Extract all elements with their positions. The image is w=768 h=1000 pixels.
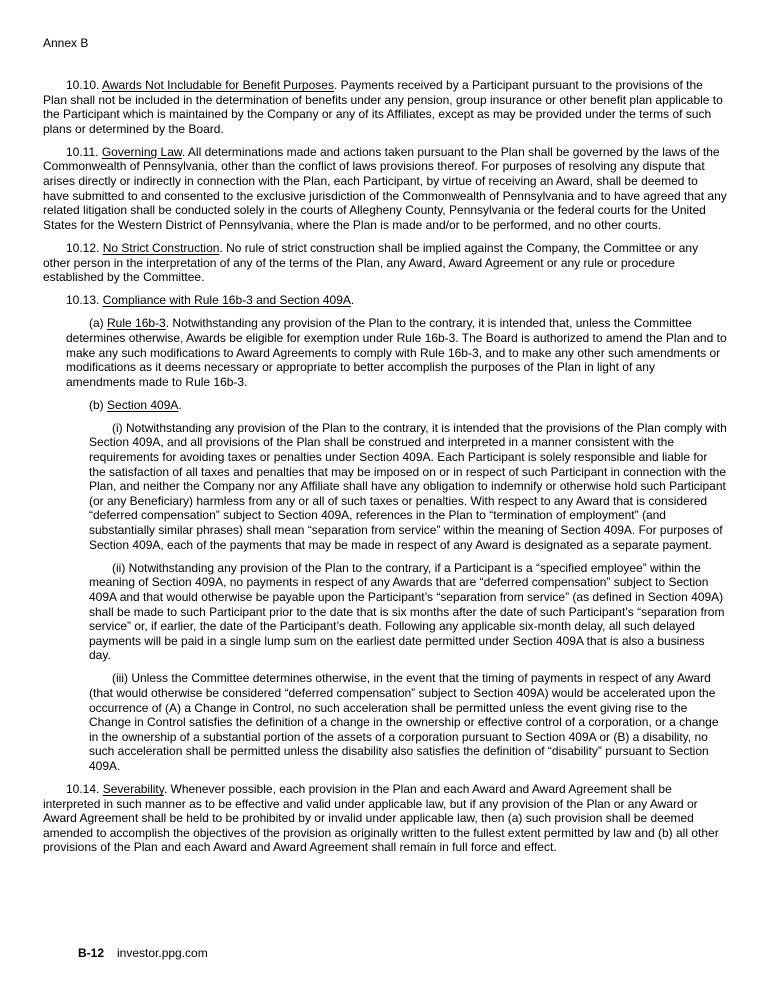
section-body: . No rule of strict construction shall be implied against the Company, the Committee or any other person in the interpretation of any of the terms of the Plan, any Award, Award Agreement or any rule or procedure established by the Committee.	[43, 240, 699, 285]
section-number: 10.10.	[66, 78, 100, 92]
footer-page-number: B-12	[78, 946, 105, 960]
section-body: .	[178, 397, 182, 412]
section-number: 10.11.	[66, 144, 99, 159]
section-paragraph	[66, 398, 727, 413]
section-number: (b)	[89, 397, 104, 412]
section-heading: Compliance with Rule 16b-3 and Section 409A	[102, 293, 351, 308]
annex-label: Annex B	[43, 36, 89, 50]
section-heading: Severability	[102, 782, 164, 797]
section-paragraph	[43, 78, 727, 136]
section-number: (i)	[112, 420, 123, 435]
section-body: Notwithstanding any provision of the Plan to the contrary, if a Participant is a “specified employee” within the meaning of Section 409A, no payments in respect of any Awards that are “deferred compensation” subject to Section 409A and that would otherwise be payable upon the Participant’s “separation from service” (as defined in Section 409A) shall be made to such Participant prior to the date that is six months after the date of such Participant’s “separation from service” or, if earlier, the date of the Participant’s death. Following any applicable six-month delay, all such delayed payments will be paid in a single lump sum on the earliest date permitted under Section 409A that is also a business day.	[89, 560, 725, 663]
section-body: .	[350, 293, 355, 308]
section-paragraph	[89, 561, 727, 663]
section-body: . Notwithstanding any provision of the Plan to the contrary, it is intended that, unless the Committee determines otherwise, Awards be eligible for exemption under Rule 16b-3. The Board is authorized to amend the Plan and to make any such modifications to Award Agreements to comply with Rule 16b-3, and to make any other such amendments or modifications as it deems necessary or appropriate to better accomplish the purposes of the Plan in light of any amendments made to Rule 16b-3.	[66, 316, 727, 389]
section-number: 10.12.	[66, 240, 100, 255]
document-body	[43, 78, 727, 864]
section-paragraph	[43, 145, 727, 233]
section-paragraph	[43, 241, 727, 285]
footer-website: investor.ppg.com	[117, 946, 208, 960]
section-heading: Awards Not Includable for Benefit Purposes	[102, 78, 334, 92]
section-body: Notwithstanding any provision of the Plan to the contrary, it is intended that the provisions of the Plan comply with Section 409A, and all provisions of the Plan shall be construed and interpreted in a manner consistent with the requirements for avoiding taxes or penalties under Section 409A. Each Participant is solely responsible and liable for the satisfaction of all taxes and penalties that may be imposed on or in respect of such Participant in connection with the Plan, and neither the Company nor any Affiliate shall have any obligation to indemnify or otherwise hold such Participant (or any Beneficiary) harmless from any or all of such taxes or penalties. With respect to any Award that is considered “deferred compensation” subject to Section 409A, references in the Plan to “termination of employment” (and substantially similar phrases) shall mean “separation from service” within the meaning of Section 409A. For purposes of Section 409A, each of the payments that may be made in respect of any Award is designated as a separate payment.	[89, 420, 727, 552]
section-number: (ii)	[112, 560, 126, 575]
page-footer	[78, 946, 208, 961]
section-heading: No Strict Construction	[102, 240, 220, 255]
section-body: . All determinations made and actions taken pursuant to the Plan shall be governed by the laws of the Commonwealth of Pennsylvania, other than the conflict of laws provisions thereof. For purposes of resolving any dispute that arises directly or indirectly in connection with the Plan, each Participant, by virtue of receiving an Award, shall be deemed to have submitted to and consented to the exclusive jurisdiction of the Commonwealth of Pennsylvania and to have agreed that any related litigation shall be conducted solely in the courts of Allegheny County, Pennsylvania or the federal courts for the United States for the Western District of Pennsylvania, where the Plan is made and/or to be performed, and no other courts.	[43, 144, 727, 232]
section-paragraph	[43, 782, 727, 855]
section-body: Unless the Committee determines otherwise, in the event that the timing of payments in respect of any Award (that would otherwise be considered “deferred compensation” subject to Section 409A) would be accelerated upon the occurrence of (A) a Change in Control, no such acceleration shall be permitted unless the event giving rise to the Change in Control satisfies the definition of a change in the ownership or effective control of a corporation, or a change in the ownership of a substantial portion of the assets of a corporation pursuant to Section 409A or (B) a disability, no such acceleration shall be permitted unless the disability also satisfies the definition of “disability” pursuant to Section 409A.	[89, 671, 719, 773]
section-body: . Payments received by a Participant pursuant to the provisions of the Plan shall not be included in the determination of benefits under any pension, group insurance or other benefit plan applicable to the Participant which is maintained by the Company or any of its Affiliates, except as may be provided under the terms of such plans or determined by the Board.	[43, 78, 723, 136]
section-body: . Whenever possible, each provision in the Plan and each Award and Award Agreement shall be interpreted in such manner as to be effective and valid under applicable law, but if any provision of the Plan or any Award or Award Agreement shall be held to be prohibited by or invalid under applicable law, then (a) such provision shall be deemed amended to accomplish the objectives of the provision as originally written to the fullest extent permitted by law and (b) all other provisions of the Plan and each Award and Award Agreement shall remain in full force and effect.	[43, 782, 719, 855]
section-heading: Governing Law	[101, 144, 182, 159]
section-heading: Section 409A	[107, 397, 179, 412]
section-number: (iii)	[112, 671, 128, 686]
section-paragraph	[89, 671, 727, 773]
section-paragraph	[89, 421, 727, 552]
section-paragraph	[66, 316, 727, 389]
section-number: (a)	[89, 316, 104, 331]
section-heading: Rule 16b-3	[107, 316, 166, 331]
section-number: 10.14.	[66, 782, 100, 797]
section-number: 10.13.	[66, 293, 100, 308]
section-paragraph	[43, 293, 727, 308]
